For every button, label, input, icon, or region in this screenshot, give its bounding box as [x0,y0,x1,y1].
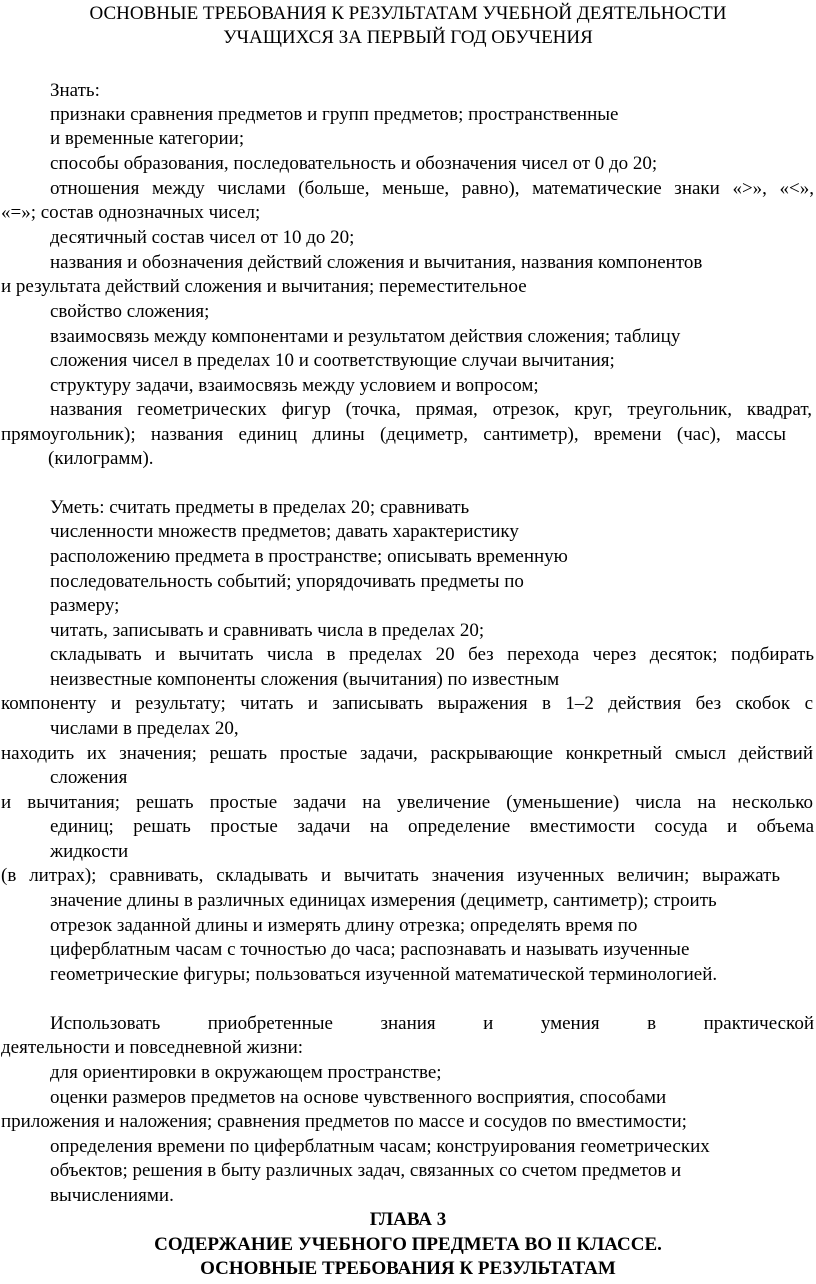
know-line: способы образования, последовательность и обозначения чисел от 0 до 20; [50,153,658,174]
can-line: Уметь: считать предметы в пределах 20; сравнивать [50,497,470,518]
can-line: численности множеств предметов; давать характеристику [50,521,519,542]
know-line: названия и обозначения действий сложения и вычитания, названия компонентов [50,252,703,273]
can-line: геометрические фигуры; пользоваться изученной математической терминологией. [50,964,718,985]
chapter-subtitle: ОСНОВНЫЕ ТРЕБОВАНИЯ К РЕЗУЛЬТАТАМ [200,1258,616,1279]
know-line: структуру задачи, взаимосвязь между условием и вопросом; [50,375,539,396]
can-line: сложения [50,767,128,788]
can-line: компоненту и результату; читать и записывать выражения в 1–2 действия без скобок с [1,693,813,714]
can-line: находить их значения; решать простые задачи, раскрывающие конкретный смысл действий [1,743,813,764]
can-line: жидкости [50,841,129,862]
know-line: признаки сравнения предметов и групп предметов; пространственные [50,104,619,125]
can-line: неизвестные компоненты сложения (вычитания) по известным [50,669,560,690]
can-line: читать, записывать и сравнивать числа в пределах 20; [50,620,485,641]
know-line: прямоугольник); названия единиц длины (дециметр, сантиметр), времени (час), массы [1,424,786,445]
use-line: вычислениями. [50,1185,174,1206]
can-line: (в литрах); сравнивать, складывать и вычитать значения изученных величин; выражать [1,865,780,886]
title-line-1: ОСНОВНЫЕ ТРЕБОВАНИЯ К РЕЗУЛЬТАТАМ УЧЕБНОЙ ДЕЯТЕЛЬНОСТИ [89,3,727,24]
can-line: и вычитания; решать простые задачи на увеличение (уменьшение) числа на несколько [1,792,813,813]
use-line: объектов; решения в быту различных задач, связанных со счетом предметов и [50,1160,682,1181]
know-line: взаимосвязь между компонентами и результатом действия сложения; таблицу [50,326,681,347]
can-line: отрезок заданной длины и измерять длину отрезка; определять время по [50,915,638,936]
know-line: названия геометрических фигур (точка, прямая, отрезок, круг, треугольник, квадрат, [50,399,812,420]
know-line: (килограмм). [48,448,154,469]
use-line: оценки размеров предметов на основе чувственного восприятия, способами [50,1087,667,1108]
can-line: расположению предмета в пространстве; описывать временную [50,546,568,567]
chapter-number: ГЛАВА 3 [369,1209,447,1230]
can-line: последовательность событий; упорядочивать предметы по [50,571,524,592]
know-line: и результата действий сложения и вычитания; переместительное [1,276,527,297]
know-heading: Знать: [50,80,100,101]
know-line: и временные категории; [50,128,245,149]
know-line: десятичный состав чисел от 10 до 20; [50,227,355,248]
know-line: сложения чисел в пределах 10 и соответствующие случаи вычитания; [50,350,615,371]
know-line: «=»; состав однозначных чисел; [1,202,261,223]
use-line: определения времени по циферблатным часам; конструирования геометрических [50,1136,710,1157]
can-line: единиц; решать простые задачи на определение вместимости сосуда и объема [50,816,814,837]
title-line-2: УЧАЩИХСЯ ЗА ПЕРВЫЙ ГОД ОБУЧЕНИЯ [223,27,593,48]
can-line: размеру; [50,595,120,616]
can-line: складывать и вычитать числа в пределах 20 без перехода через десяток; подбирать [50,644,814,665]
can-line: циферблатным часам с точностью до часа; распознавать и называть изученные [50,939,690,960]
use-line: Использовать приобретенные знания и умения в практической [50,1013,814,1034]
know-line: отношения между числами (больше, меньше, равно), математические знаки «>», «<», [50,178,814,199]
use-line: для ориентировки в окружающем пространстве; [50,1062,442,1083]
use-line: деятельности и повседневной жизни: [1,1037,304,1058]
can-line: значение длины в различных единицах измерения (дециметр, сантиметр); строить [50,890,717,911]
can-line: числами в пределах 20, [50,718,239,739]
know-line: свойство сложения; [50,301,210,322]
chapter-title: СОДЕРЖАНИЕ УЧЕБНОГО ПРЕДМЕТА ВО II КЛАССЕ. [154,1234,662,1255]
use-line: приложения и наложения; сравнения предметов по массе и сосудов по вместимости; [1,1111,687,1132]
